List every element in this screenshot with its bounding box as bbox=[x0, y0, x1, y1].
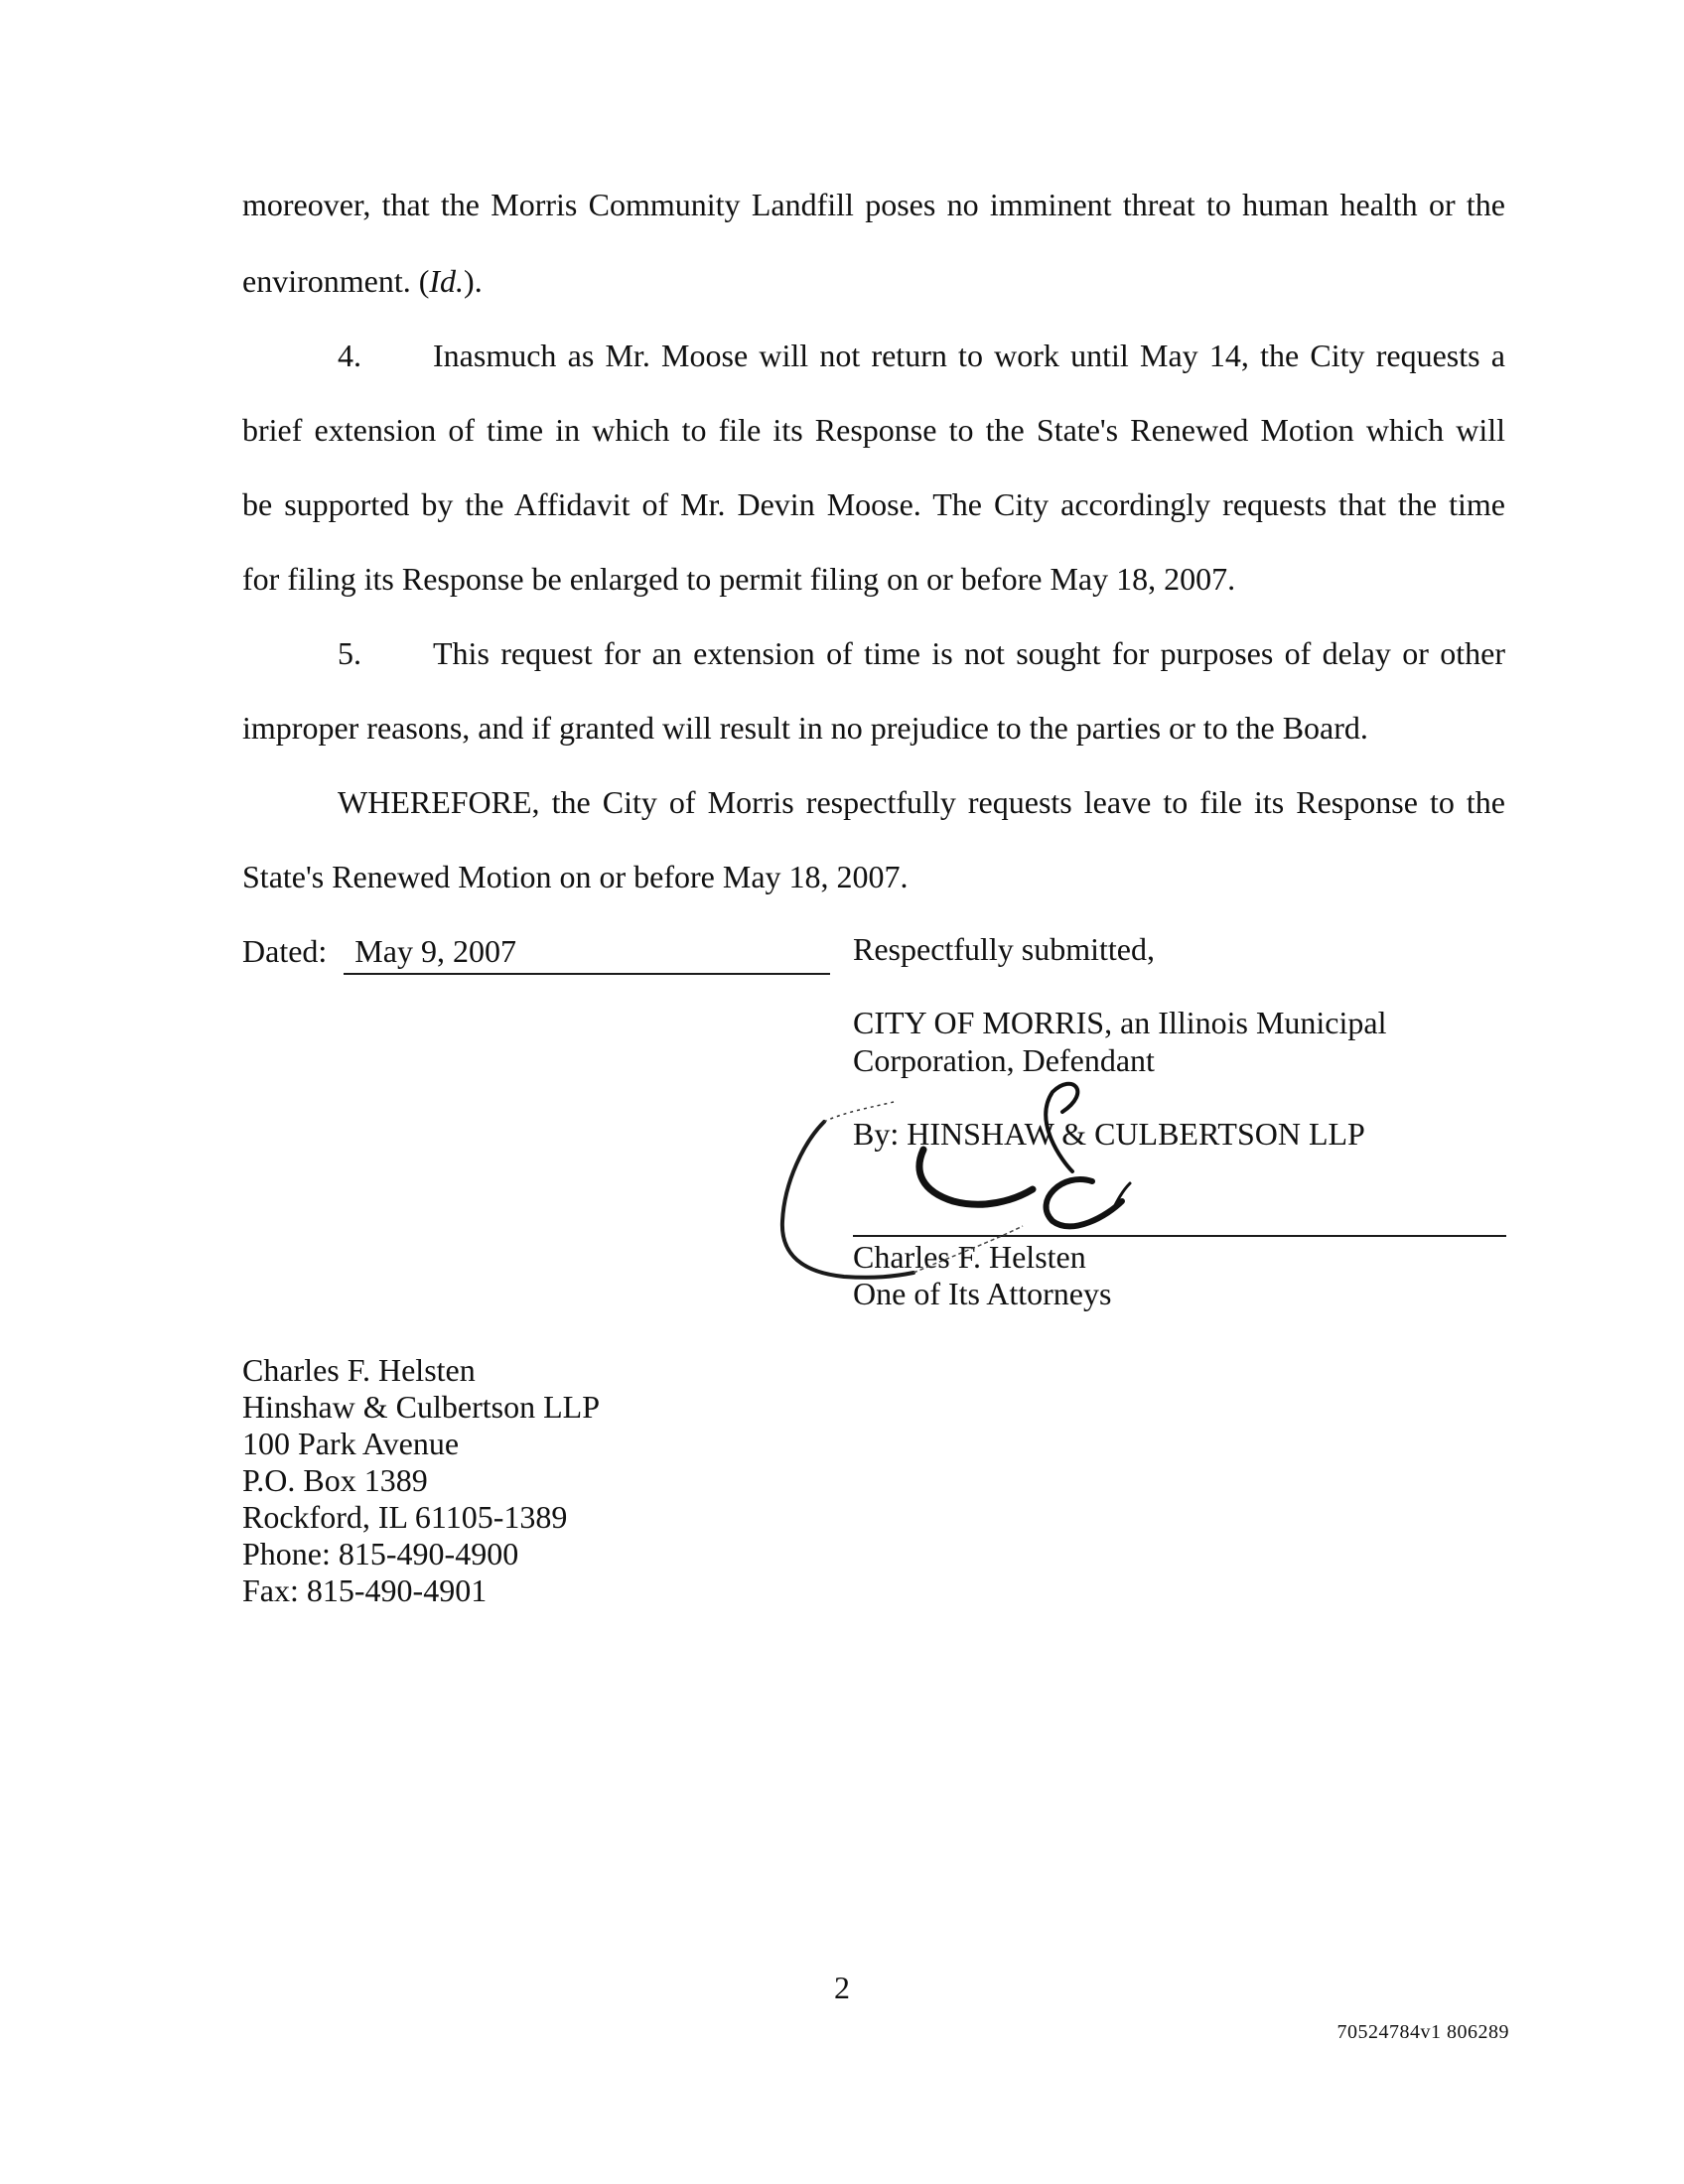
firm-line: By: HINSHAW & CULBERTSON LLP bbox=[853, 1116, 1365, 1152]
address-name: Charles F. Helsten bbox=[242, 1352, 476, 1388]
id-citation: Id. bbox=[429, 263, 465, 299]
wherefore-line-1 bbox=[242, 782, 1505, 822]
signature-line bbox=[853, 1235, 1506, 1237]
para4-number: 4. bbox=[338, 338, 361, 373]
address-firm: Hinshaw & Culbertson LLP bbox=[242, 1389, 600, 1425]
para3-text-b: ). bbox=[464, 263, 483, 299]
para5-text-1: This request for an extension of time is not sought for purposes of delay or other bbox=[433, 635, 1505, 671]
para4-line-4: for filing its Response be enlarged to permit filing on or before May 18, 2007. bbox=[242, 561, 1236, 597]
para3-line-1: moreover, that the Morris Community Landfill poses no imminent threat to human health or the bbox=[242, 187, 1505, 222]
page-number: 2 bbox=[834, 1970, 850, 2005]
address-phone: Phone: 815-490-4900 bbox=[242, 1536, 519, 1571]
address-city: Rockford, IL 61105-1389 bbox=[242, 1499, 568, 1535]
para4-text-1: Inasmuch as Mr. Moose will not return to work until May 14, the City requests a bbox=[433, 338, 1505, 373]
dated-row bbox=[242, 931, 516, 971]
address-fax: Fax: 815-490-4901 bbox=[242, 1572, 488, 1608]
para5-line-2: improper reasons, and if granted will result in no prejudice to the parties or to the Board. bbox=[242, 710, 1368, 746]
document-id: 70524784v1 806289 bbox=[1336, 2021, 1509, 2043]
signer-role: One of Its Attorneys bbox=[853, 1276, 1112, 1311]
wherefore-line-2: State's Renewed Motion on or before May 18, 2007. bbox=[242, 859, 909, 894]
dated-label: Dated: bbox=[242, 933, 328, 969]
party-line-1: CITY OF MORRIS, an Illinois Municipal bbox=[853, 1005, 1387, 1040]
address-po-box: P.O. Box 1389 bbox=[242, 1462, 428, 1498]
para4-line-2: brief extension of time in which to file its Response to the State's Renewed Motion which will bbox=[242, 412, 1505, 448]
wherefore-text-1: WHEREFORE, the City of Morris respectfully requests leave to file its Response to the bbox=[338, 784, 1505, 820]
para3-text-a: environment. ( bbox=[242, 263, 430, 299]
dated-underline bbox=[344, 973, 830, 975]
para3-line-2 bbox=[242, 261, 483, 301]
para5-line-1 bbox=[242, 633, 1505, 673]
dated-value: May 9, 2007 bbox=[354, 933, 516, 969]
para4-line-3: be supported by the Affidavit of Mr. Devin Moose. The City accordingly requests that the time bbox=[242, 486, 1505, 522]
para5-number: 5. bbox=[338, 635, 361, 671]
address-street: 100 Park Avenue bbox=[242, 1426, 460, 1461]
party-line-2: Corporation, Defendant bbox=[853, 1042, 1155, 1078]
para4-line-1 bbox=[242, 336, 1505, 375]
closing: Respectfully submitted, bbox=[853, 931, 1155, 967]
signer-name: Charles F. Helsten bbox=[853, 1239, 1086, 1275]
